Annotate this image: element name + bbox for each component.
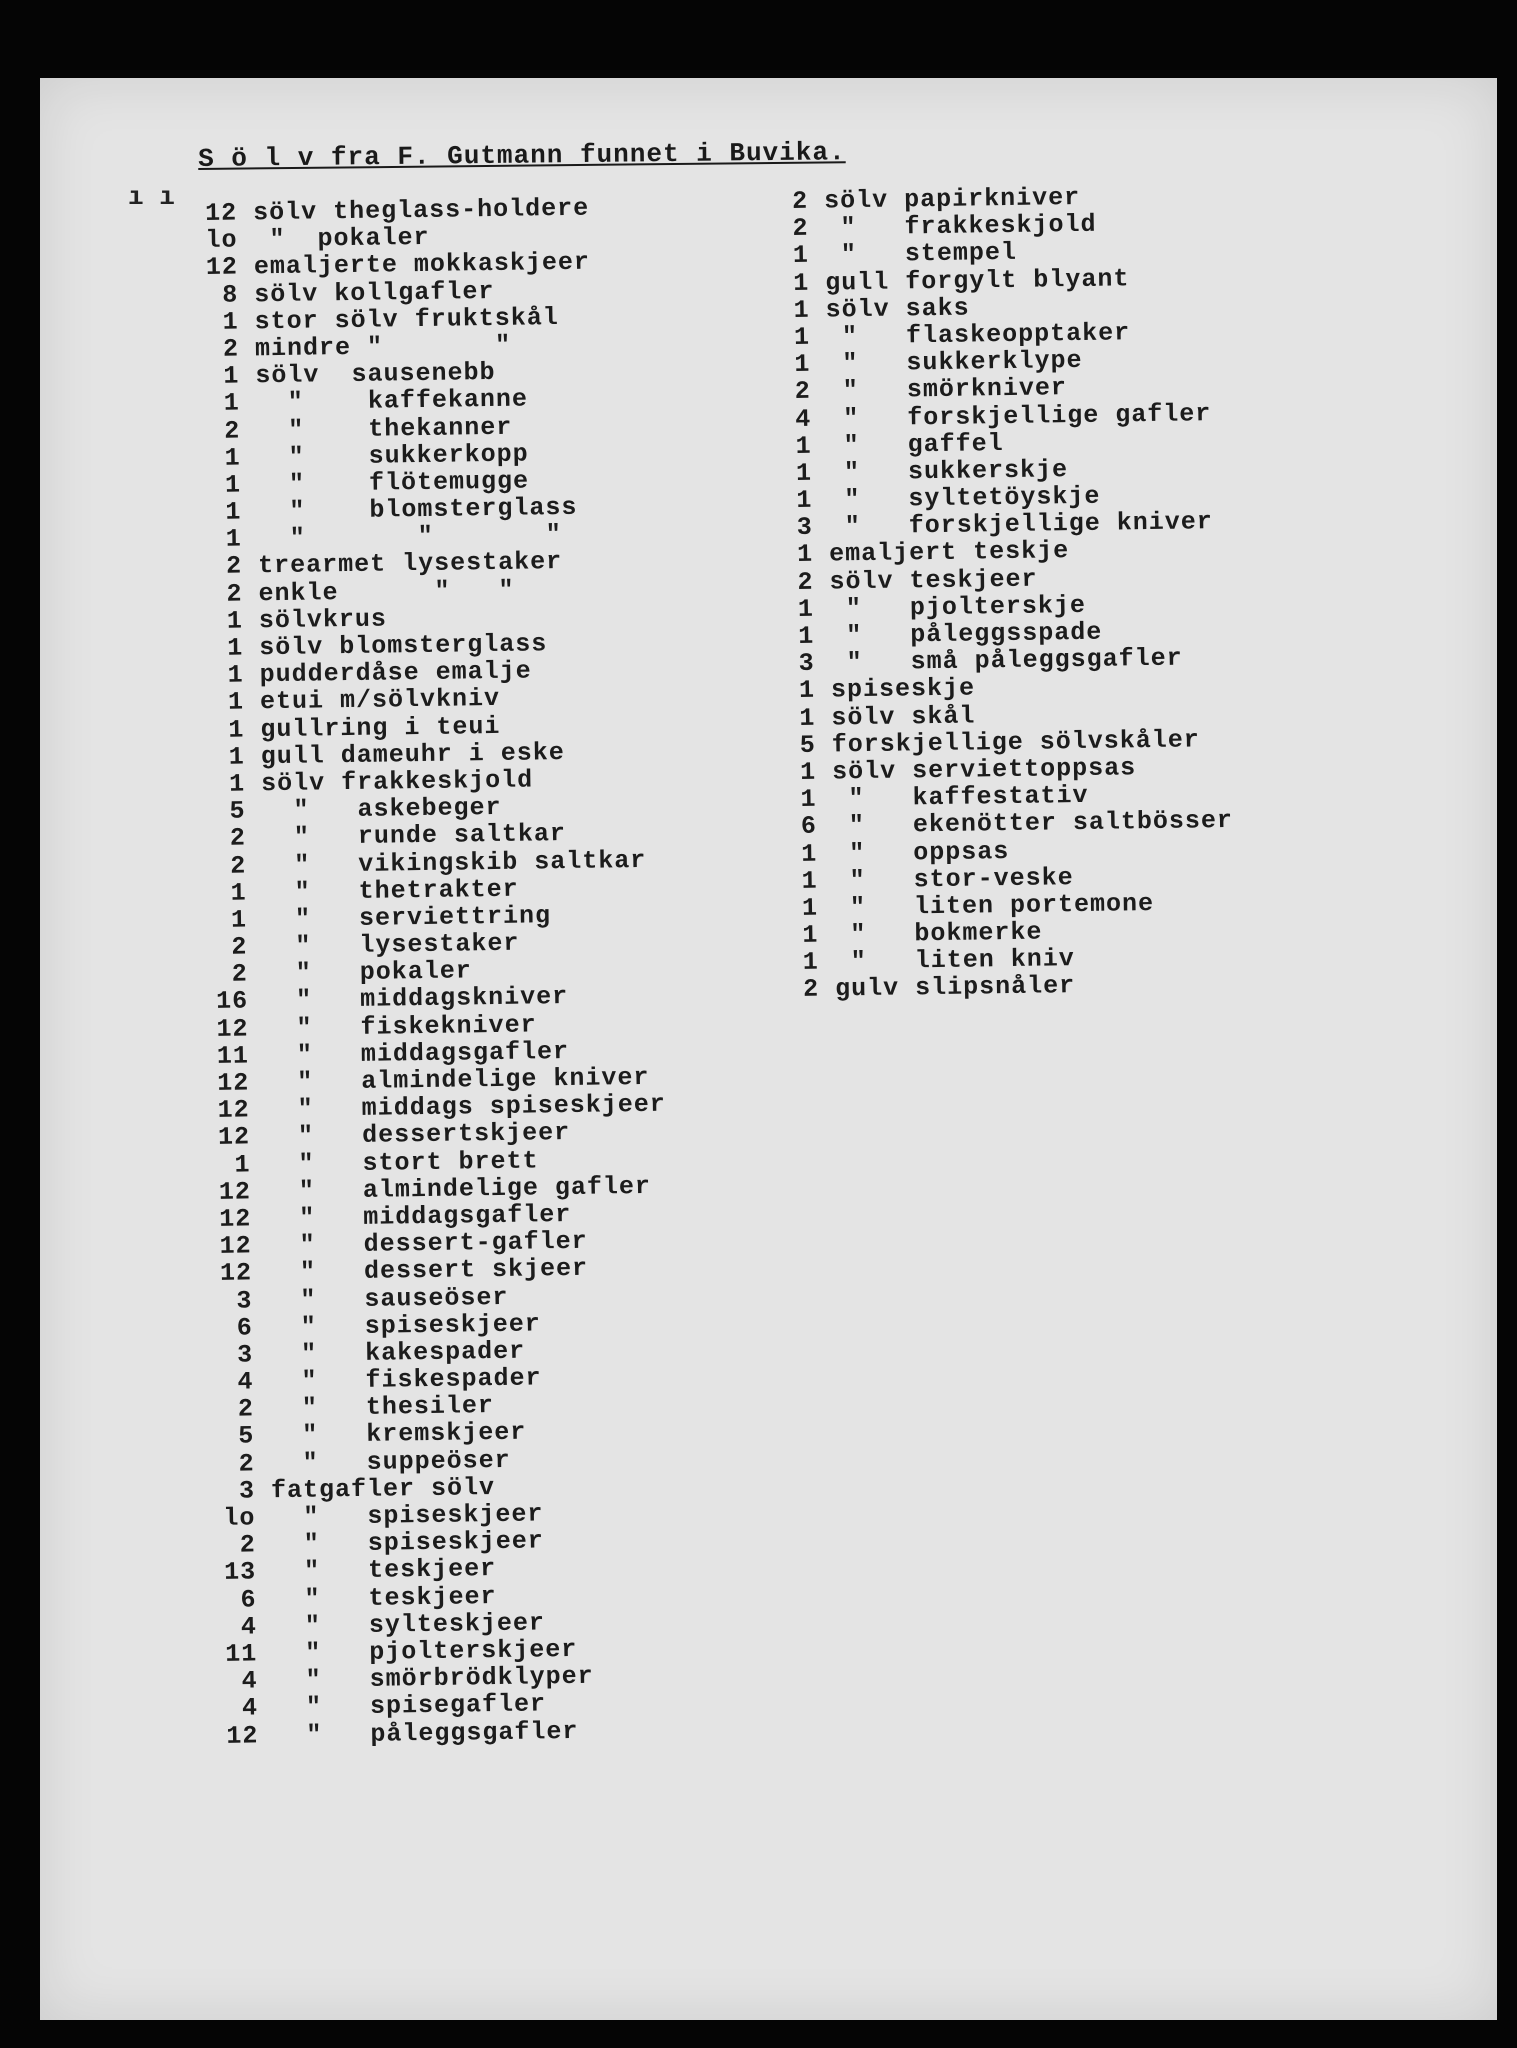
margin-mark: ı ı: [128, 182, 175, 212]
inventory-item: 1 " sukkerklype: [794, 346, 1083, 380]
inventory-item: 1 etui m/sölvkniv: [211, 684, 501, 718]
inventory-item: 1 sölv saks: [793, 293, 970, 325]
inventory-item: 1 " stort brett: [218, 1146, 539, 1180]
inventory-item: 12 emaljerte mokkaskjeer: [205, 248, 591, 283]
inventory-item: 1 gullring i teui: [212, 711, 501, 745]
inventory-item: 6 " ekenötter saltbösser: [800, 806, 1234, 842]
inventory-item: 16 " middagskniver: [215, 982, 569, 1017]
inventory-item: 1 " stempel: [792, 238, 1018, 271]
inventory-item: 13 " teskjeer: [223, 1554, 497, 1588]
inventory-item: 1 " oppsas: [801, 836, 1010, 869]
inventory-item: 4 " smörbrödklyper: [225, 1661, 594, 1696]
inventory-item: 1 sölv sausenebb: [207, 358, 496, 392]
inventory-item: 3 " sauseöser: [220, 1282, 509, 1316]
inventory-item: 12 " dessert skjeer: [219, 1254, 589, 1289]
inventory-item: 1 " liten kniv: [802, 944, 1076, 978]
document-page: [40, 78, 1497, 2020]
right-inventory-list: [792, 182, 1235, 1004]
inventory-item: 1 " kaffekanne: [207, 384, 529, 419]
inventory-item: 12 " fiskekniver: [216, 1010, 537, 1044]
inventory-item: 1 " bokmerke: [802, 917, 1043, 950]
inventory-item: 1 " flaskeopptaker: [793, 318, 1131, 352]
inventory-item: 3 " små påleggsgafler: [798, 643, 1183, 679]
inventory-item: 4 " spisegafler: [225, 1689, 547, 1724]
inventory-item: 2 " suppeöser: [222, 1445, 511, 1479]
inventory-item: 1 stor sölv fruktskål: [206, 302, 559, 337]
inventory-item: 12 " påleggsgafler: [226, 1716, 579, 1751]
inventory-item: 8 sölv kollgafler: [206, 276, 495, 310]
inventory-item: 1 " stor-veske: [801, 862, 1074, 896]
inventory-item: 12 " almindelige kniver: [217, 1062, 650, 1098]
inventory-item: 5 " kremskjeer: [222, 1418, 527, 1452]
inventory-item: 4 " sylteskjeer: [224, 1608, 546, 1642]
inventory-item: 1 " liten portemone: [801, 888, 1155, 923]
inventory-item: 2 " thesiler: [221, 1391, 495, 1425]
inventory-item: 11 " middagsgafler: [216, 1036, 570, 1071]
inventory-item: 2 enkle " ": [210, 575, 515, 609]
inventory-item: 1 " blomsterglass: [209, 492, 578, 528]
inventory-item: 2 trearmet lysestaker: [209, 547, 563, 582]
inventory-item: 1 sölv serviettoppsas: [799, 753, 1137, 787]
inventory-item: 1 sölv blomsterglass: [211, 629, 548, 663]
inventory-item: 1 gull forgylt blyant: [793, 263, 1130, 298]
inventory-item: 2 " frakkeskjold: [792, 209, 1097, 244]
inventory-item: 2 sölv teskjeer: [797, 564, 1038, 597]
inventory-item: 2 " spiseskjeer: [223, 1526, 545, 1561]
left-inventory-list: [205, 194, 675, 1750]
inventory-item: 1 " sukkerskje: [795, 455, 1069, 488]
inventory-item: 11 " pjolterskjeer: [225, 1634, 578, 1669]
inventory-item: 1 " serviettring: [214, 901, 552, 935]
inventory-item: 1 " sukkerkopp: [208, 439, 529, 473]
inventory-item: 2 mindre " ": [206, 330, 512, 364]
inventory-item: 1 " pjolterskje: [797, 590, 1087, 624]
inventory-item: 1 gull dameuhr i eske: [212, 737, 566, 772]
inventory-item: 12 " middagsgafler: [219, 1199, 572, 1234]
inventory-item: 2 " lysestaker: [215, 928, 520, 962]
inventory-item: 1 " kaffestativ: [800, 781, 1089, 815]
inventory-item: 2 " runde saltkar: [213, 819, 567, 854]
inventory-item: 1 sölvkrus: [210, 604, 388, 636]
inventory-item: 2 gulv slipsnåler: [802, 971, 1076, 1005]
inventory-item: 6 " teskjeer: [224, 1581, 497, 1615]
inventory-item: 12 " dessertskjeer: [217, 1118, 571, 1153]
inventory-item: 5 " askebeger: [213, 793, 502, 827]
inventory-item: 2 sölv papirkniver: [791, 182, 1081, 216]
inventory-item: 1 sölv skål: [799, 701, 976, 733]
inventory-item: 2 " pokaler: [215, 956, 473, 990]
inventory-item: 5 forskjellige sölvskåler: [799, 725, 1201, 760]
inventory-item: 1 " flötemugge: [208, 466, 530, 500]
inventory-item: 2 " smörkniver: [794, 373, 1068, 407]
inventory-item: lo " pokaler: [205, 223, 430, 256]
inventory-item: 1 emaljert teskje: [796, 536, 1070, 570]
inventory-item: 3 " forskjellige kniver: [796, 507, 1213, 543]
inventory-item: 3 fatgafler sölv: [222, 1472, 496, 1506]
document-title: S ö l v fra F. Gutmann funnet i Buvika.: [198, 137, 846, 174]
inventory-item: 1 " thetrakter: [214, 874, 519, 908]
inventory-item: 1 sölv frakkeskjold: [212, 765, 534, 799]
inventory-item: 12 sölv theglass-holdere: [204, 193, 590, 228]
inventory-item: 12 " middags spiseskjeer: [217, 1089, 666, 1126]
inventory-item: 1 " påleggsspade: [798, 617, 1103, 651]
inventory-item: 1 pudderdåse emalje: [211, 656, 532, 691]
inventory-item: 4 " fiskespader: [221, 1363, 542, 1397]
inventory-item: 2 " vikingskib saltkar: [214, 845, 647, 881]
inventory-item: 12 " almindelige gafler: [218, 1171, 652, 1207]
inventory-item: 1 " syltetöyskje: [796, 481, 1101, 516]
inventory-item: 6 " spiseskjeer: [220, 1309, 541, 1343]
inventory-item: 1 spiseskje: [798, 673, 976, 706]
inventory-item: 12 " dessert-gafler: [219, 1226, 588, 1262]
inventory-item: 2 " thekanner: [208, 412, 513, 446]
inventory-item: 4 " forskjellige gafler: [795, 398, 1212, 434]
inventory-item: 3 " kakespader: [220, 1336, 526, 1370]
inventory-item: 1 " " ": [209, 520, 562, 555]
inventory-item: 1 " gaffel: [795, 428, 1004, 461]
inventory-item: lo " spiseskjeer: [223, 1499, 544, 1533]
